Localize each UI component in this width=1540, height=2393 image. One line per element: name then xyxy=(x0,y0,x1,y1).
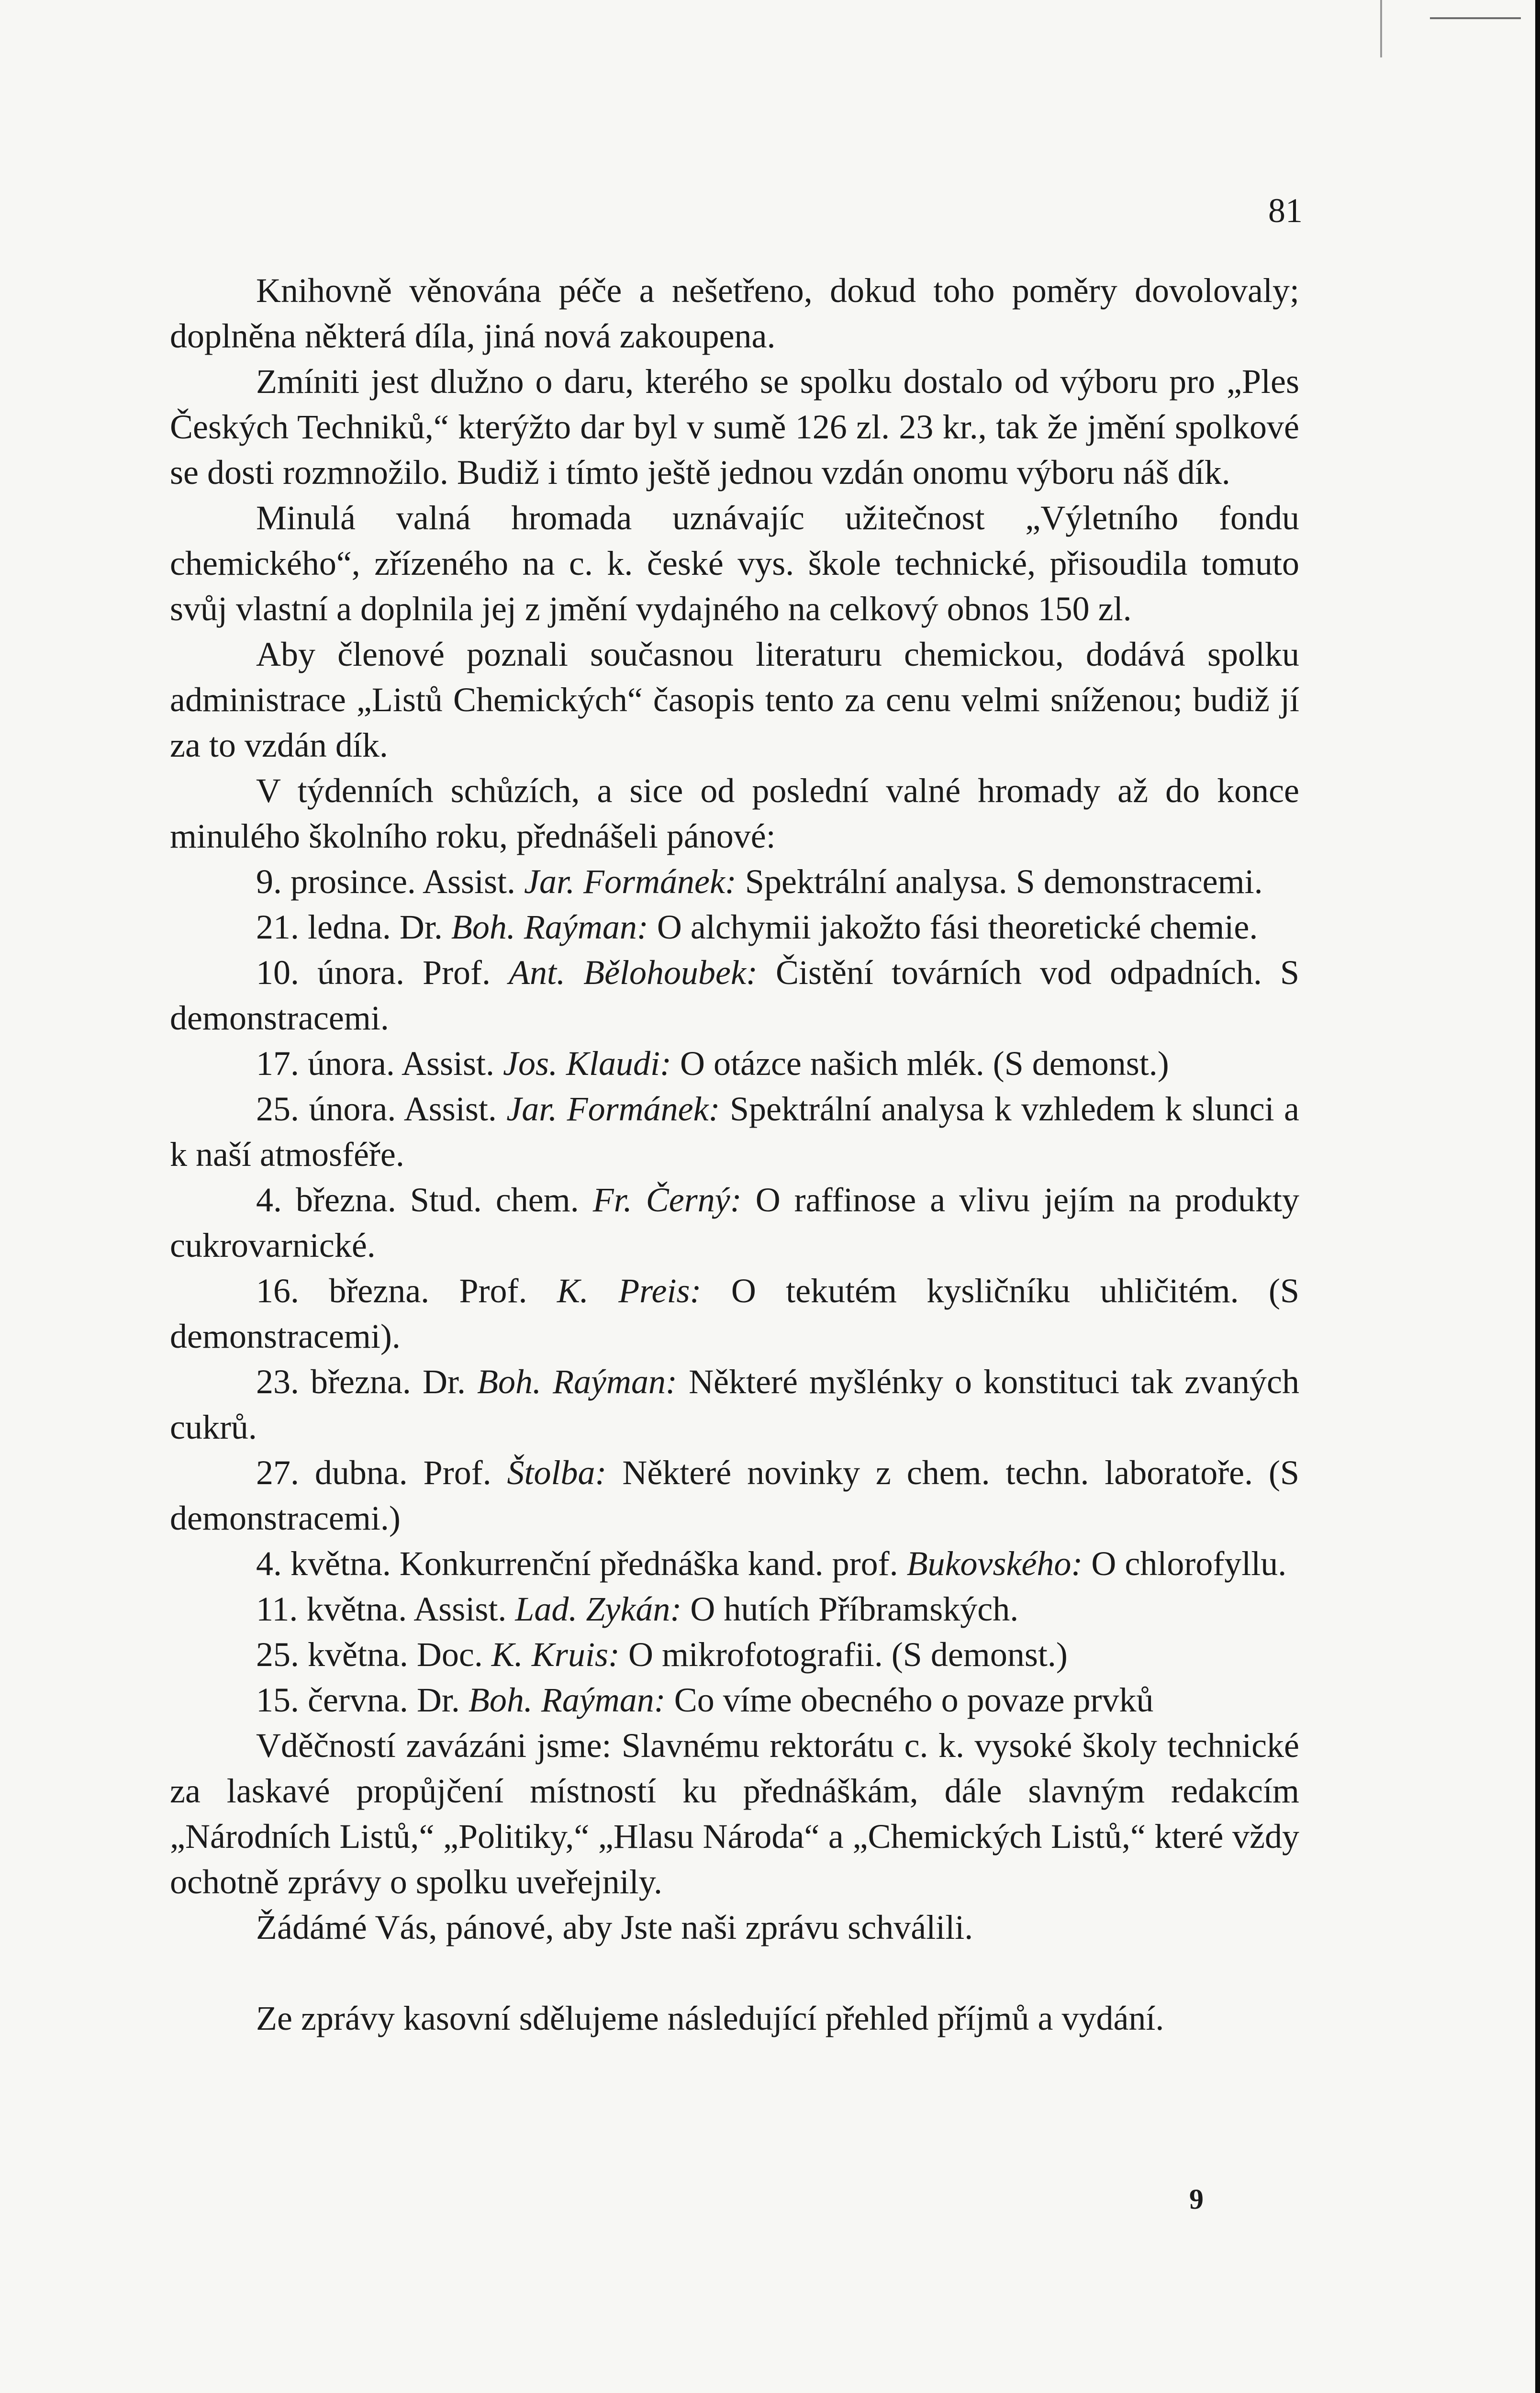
lecture-speaker-first-name: Jar. xyxy=(524,862,575,901)
lecture-entry xyxy=(170,1632,1299,1677)
lecture-speaker-name: Klaudi: xyxy=(566,1044,672,1083)
lecture-date: 4. března. xyxy=(256,1181,396,1219)
lecture-speaker-title: Konkurrenční přednáška kand. prof. xyxy=(399,1544,898,1583)
lecture-topic: Některé novinky z chem. techn. laboratoře. (S demonstracemi.) xyxy=(170,1454,1299,1537)
lecture-speaker-name: Černý: xyxy=(646,1181,742,1219)
lecture-date: 16. března. xyxy=(256,1272,430,1310)
lecture-speaker-title: Assist. xyxy=(401,1044,495,1083)
lecture-speaker-first-name: Fr. xyxy=(592,1181,632,1219)
scan-edge-mark xyxy=(1380,0,1382,57)
lecture-entry xyxy=(170,859,1299,905)
lecture-speaker-first-name: Jar. xyxy=(506,1090,558,1128)
lecture-entry xyxy=(170,1041,1299,1086)
lecture-speaker-title: Assist. xyxy=(403,1090,497,1128)
paragraph: V týdenních schůzích, a sice od poslední valné hromady až do konce minulého školního roku, přednášeli pánové: xyxy=(170,772,1299,855)
lecture-entry xyxy=(170,1359,1299,1450)
paragraph: Aby členové poznali současnou literaturu chemickou, dodává spolku administrace „Listů Chemických“ časopis tento za cenu velmi sníženou; budiž jí za to vzdán dík. xyxy=(170,635,1299,764)
lecture-entry xyxy=(170,1086,1299,1177)
final-line: Ze zprávy kasovní sdělujeme následující přehled příjmů a vydání. xyxy=(256,1999,1164,2037)
lecture-entry xyxy=(170,950,1299,1041)
lecture-speaker-name: Raýman: xyxy=(524,908,648,946)
lecture-speaker-name: Bukovského: xyxy=(906,1544,1083,1583)
paragraph: Žádámé Vás, pánové, aby Jste naši zprávu schválili. xyxy=(256,1908,973,1946)
lecture-entry xyxy=(170,1541,1299,1587)
lecture-date: 23. března. xyxy=(256,1363,411,1401)
page-number: 81 xyxy=(1268,191,1303,230)
lecture-speaker-name: Bělohoubek: xyxy=(583,953,758,992)
lecture-topic: O mikrofotografii. (S demonst.) xyxy=(628,1635,1068,1674)
lecture-date: 27. dubna. xyxy=(256,1454,408,1492)
spacer xyxy=(170,1950,1299,1996)
lecture-speaker-title: Dr. xyxy=(416,1681,460,1719)
lecture-speaker-name: Štolba: xyxy=(507,1454,607,1492)
lecture-speaker-name: Raýman: xyxy=(541,1681,666,1719)
lecture-topic: O raffinose a vlivu jejím na produkty cukrovarnické. xyxy=(170,1181,1300,1264)
lecture-speaker-name: Formánek: xyxy=(567,1090,720,1128)
lecture-speaker-title: Assist. xyxy=(413,1590,507,1628)
lecture-speaker-name: Formánek: xyxy=(583,862,737,901)
lecture-speaker-name: Raýman: xyxy=(553,1363,677,1401)
lecture-topic: Čistění továrních vod odpadních. S demonstracemi. xyxy=(170,953,1300,1037)
lecture-date: 15. června. xyxy=(256,1681,408,1719)
lecture-entry xyxy=(170,1450,1299,1541)
lecture-entry xyxy=(170,905,1299,950)
lecture-speaker-title: Prof. xyxy=(423,1454,491,1492)
lecture-topic: Některé myšlénky o konstituci tak zvaných cukrů. xyxy=(170,1363,1300,1446)
paragraph: Zmíniti jest dlužno o daru, kterého se spolku dostalo od výboru pro „Ples Českých Techniků,“ kterýžto dar byl v sumě 126 zl. 23 kr., tak že jmění spolkové se dosti rozmnožilo. Budiž i tímto ještě jednou vzdán onomu výboru náš dík. xyxy=(170,362,1299,492)
scan-corner-mark xyxy=(1430,17,1521,22)
lecture-date: 25. května. xyxy=(256,1635,408,1674)
lecture-speaker-title: Prof. xyxy=(459,1272,527,1310)
lecture-speaker-first-name: Boh. xyxy=(468,1681,533,1719)
paragraph: Minulá valná hromada uznávajíc užitečnost „Výletního fondu chemického“, zřízeného na c. k. české vys. škole technické, přisoudila tomuto svůj vlastní a doplnila jej z jmění vydajného na celkový obnos 150 zl. xyxy=(170,499,1299,628)
lecture-date: 4. května. xyxy=(256,1544,391,1583)
body-text xyxy=(170,268,1299,2041)
lecture-speaker-title: Stud. chem. xyxy=(410,1181,579,1219)
lecture-topic: Spektrální analysa k vzhledem k slunci a k naší atmosféře. xyxy=(170,1090,1300,1174)
lecture-speaker-first-name: Lad. xyxy=(515,1590,578,1628)
lecture-entry xyxy=(170,1268,1299,1359)
lecture-speaker-first-name: K. xyxy=(491,1635,523,1674)
lecture-speaker-title: Assist. xyxy=(422,862,516,901)
lecture-date: 21. ledna. xyxy=(256,908,391,946)
signature-mark: 9 xyxy=(1189,2183,1204,2215)
paragraph: Knihovně věnována péče a nešetřeno, dokud toho poměry dovolovaly; doplněna některá díla, jiná nová zakoupena. xyxy=(170,271,1299,355)
lecture-date: 17. února. xyxy=(256,1044,395,1083)
lecture-entry xyxy=(170,1177,1299,1268)
paragraph: Vděčností zavázáni jsme: Slavnému rektorátu c. k. vysoké školy technické za laskavé propůjčení místností ku přednáškám, dále slavným redakcím „Národních Listů,“ „Politiky,“ „Hlasu Národa“ a „Chemických Listů,“ které vždy ochotně zprávy o spolku uveřejnily. xyxy=(170,1726,1299,1901)
lecture-speaker-first-name: Ant. xyxy=(509,953,566,992)
lecture-date: 9. prosince. xyxy=(256,862,416,901)
lecture-speaker-first-name: Jos. xyxy=(503,1044,558,1083)
lecture-entry xyxy=(170,1587,1299,1632)
lecture-speaker-name: Preis: xyxy=(618,1272,702,1310)
lecture-speaker-first-name: Boh. xyxy=(451,908,515,946)
lecture-speaker-title: Dr. xyxy=(422,1363,466,1401)
lecture-speaker-title: Doc. xyxy=(416,1635,483,1674)
lecture-list xyxy=(170,859,1299,1723)
lecture-topic: O alchymii jakožto fási theoretické chemie. xyxy=(657,908,1258,946)
lecture-date: 10. února. xyxy=(256,953,404,992)
lecture-topic: O tekutém kysličníku uhličitém. (S demonstracemi). xyxy=(170,1272,1299,1355)
lecture-speaker-first-name: K. xyxy=(557,1272,589,1310)
lecture-speaker-name: Kruis: xyxy=(531,1635,620,1674)
lecture-date: 25. února. xyxy=(256,1090,396,1128)
lecture-topic: O otázce našich mlék. (S demonst.) xyxy=(680,1044,1169,1083)
lecture-speaker-name: Zykán: xyxy=(586,1590,682,1628)
scan-edge xyxy=(1535,0,1540,2393)
lecture-topic: Co víme obecného o povaze prvků xyxy=(674,1681,1154,1719)
lecture-entry xyxy=(170,1677,1299,1723)
lecture-speaker-first-name: Boh. xyxy=(477,1363,542,1401)
lecture-speaker-title: Prof. xyxy=(423,953,491,992)
lecture-topic: Spektrální analysa. S demonstracemi. xyxy=(745,862,1263,901)
lecture-topic: O chlorofyllu. xyxy=(1091,1544,1287,1583)
lecture-topic: O hutích Příbramských. xyxy=(690,1590,1019,1628)
lecture-speaker-title: Dr. xyxy=(399,908,443,946)
lecture-date: 11. května. xyxy=(256,1590,407,1628)
